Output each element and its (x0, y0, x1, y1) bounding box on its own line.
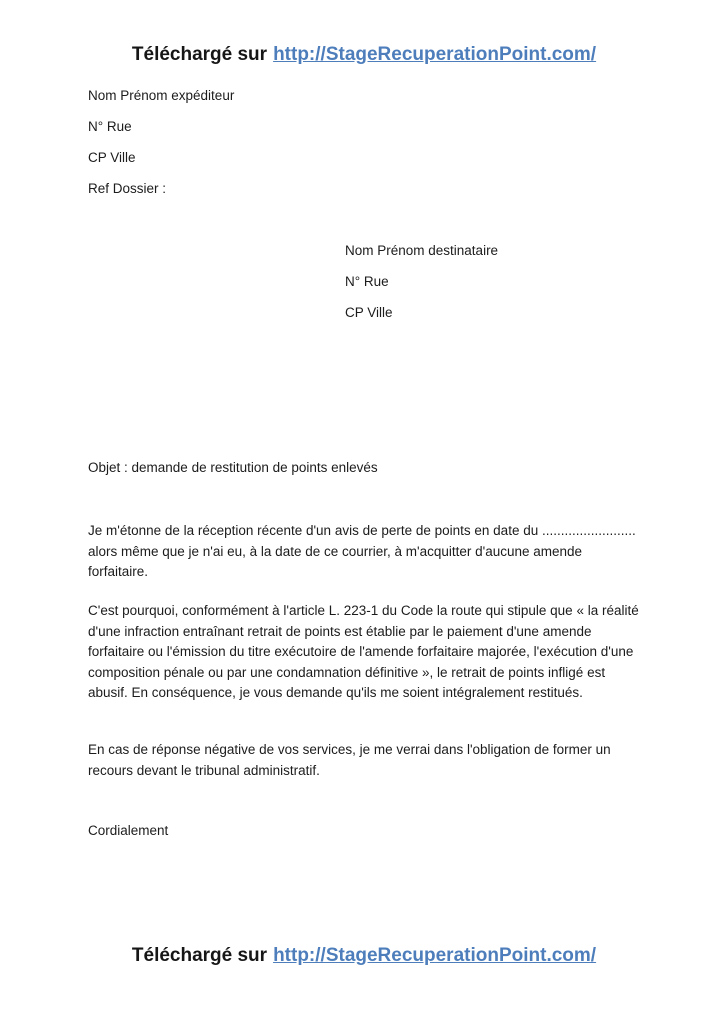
banner-top-prefix: Téléchargé sur (131, 44, 268, 65)
letter-paragraph-2: C'est pourquoi, conformément à l'article L. 223-1 du Code la route qui stipule que « la réalité d'une infraction entraînant retrait de points est établie par le paiement d'une amende forfaitaire ou l'émission du titre exécutoire de l'amende forfaitaire majorée, l'exécution d'une composition pénale ou par une condamnation définitive », le retrait de points infligé est abusif. En conséquence, je vous demande qu'ils me soient intégralement restitués. (88, 603, 639, 700)
sender-name-line: Nom Prénom expéditeur (88, 88, 235, 103)
letter-paragraph-1: Je m'étonne de la réception récente d'un avis de perte de points en date du ......................... alors même que je n'ai eu, à la date de ce courrier, à m'acquitter d'aucune amende forfaitaire. (88, 523, 636, 579)
letter-closing: Cordialement (88, 823, 169, 838)
download-banner-top (88, 44, 640, 66)
recipient-street-line: N° Rue (345, 274, 389, 289)
sender-city-line: CP Ville (88, 150, 136, 165)
sender-address-block (88, 86, 234, 210)
sender-ref-line: Ref Dossier : (88, 181, 167, 196)
banner-bottom-prefix: Téléchargé sur (131, 945, 268, 966)
banner-top-link[interactable]: http://StageRecuperationPoint.com/ (273, 44, 597, 65)
banner-bottom-link[interactable]: http://StageRecuperationPoint.com/ (273, 945, 597, 966)
letter-subject: Objet : demande de restitution de points enlevés (88, 460, 378, 475)
sender-street-line: N° Rue (88, 119, 132, 134)
recipient-name-line: Nom Prénom destinataire (345, 243, 499, 258)
recipient-address-block (345, 241, 498, 334)
letter-paragraph-3: En cas de réponse négative de vos services, je me verrai dans l'obligation de former un recours devant le tribunal administratif. (88, 742, 611, 778)
recipient-city-line: CP Ville (345, 305, 393, 320)
download-banner-bottom (88, 945, 640, 967)
